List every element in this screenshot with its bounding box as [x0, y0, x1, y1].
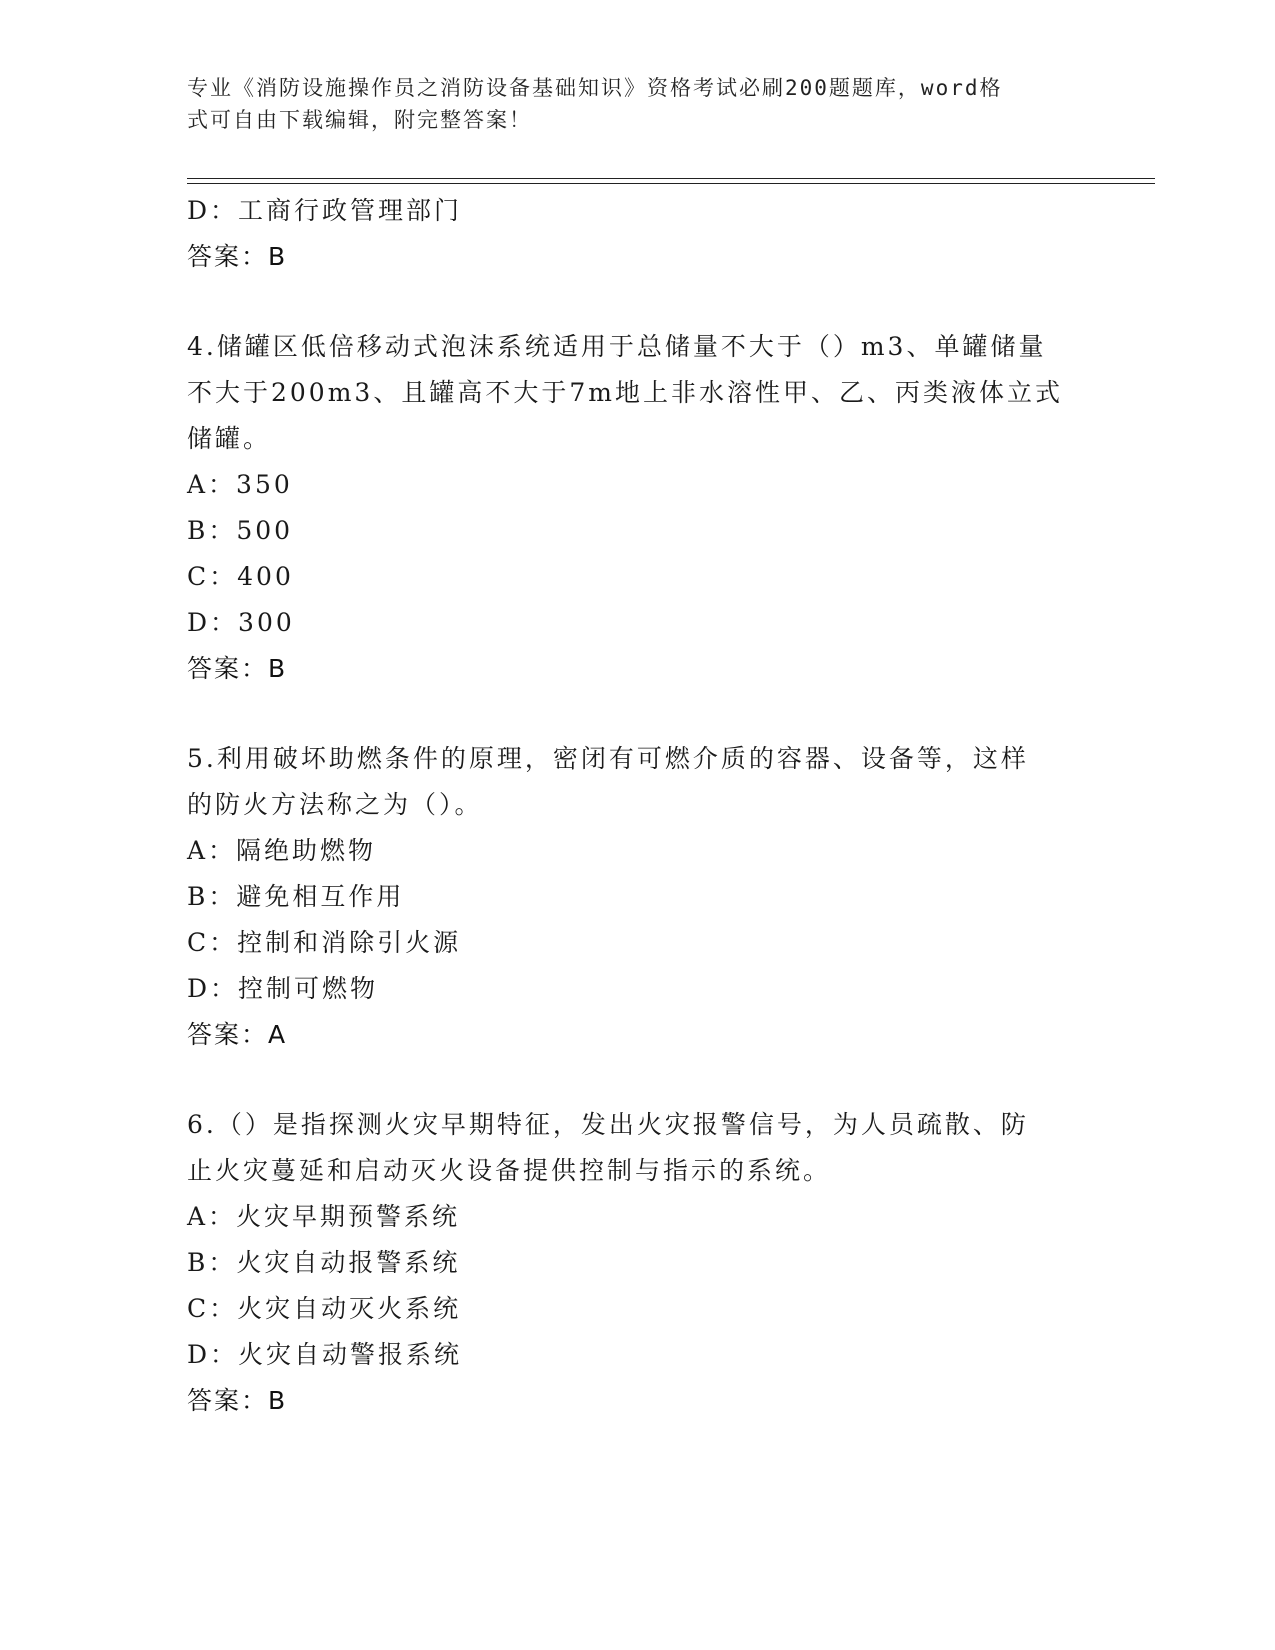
option-c: C：火灾自动灭火系统: [187, 1294, 462, 1323]
question-stem-line: 的防火方法称之为（）。: [187, 790, 483, 819]
option-b: B：避免相互作用: [187, 882, 405, 911]
question-4-block: [187, 324, 1067, 692]
question-stem-line: 5.利用破坏助燃条件的原理，密闭有可燃介质的容器、设备等，这样: [187, 744, 1029, 773]
option-a: A：隔绝助燃物: [187, 836, 377, 865]
header-line-1: 专业《消防设施操作员之消防设备基础知识》资格考试必刷200题题库，word格: [187, 76, 1003, 100]
option-d: D：控制可燃物: [187, 974, 379, 1003]
option-c: C：控制和消除引火源: [187, 928, 462, 957]
spacer: [187, 280, 1067, 324]
question-content: [187, 188, 1067, 1424]
header-line-2: 式可自由下载编辑，附完整答案！: [187, 108, 532, 132]
question-6-block: [187, 1102, 1067, 1424]
answer-line: 答案：B: [187, 1386, 288, 1415]
prev-question-block: [187, 188, 1067, 280]
header-divider-bottom: [187, 183, 1155, 184]
question-stem-line: 不大于200m3、且罐高不大于7m地上非水溶性甲、乙、丙类液体立式: [187, 378, 1063, 407]
question-stem-line: 6.（）是指探测火灾早期特征，发出火灾报警信号，为人员疏散、防: [187, 1110, 1029, 1139]
option-d: D：火灾自动警报系统: [187, 1340, 463, 1369]
answer-line: 答案：B: [187, 242, 288, 271]
question-5-block: [187, 736, 1067, 1058]
question-stem-line: 止火灾蔓延和启动灭火设备提供控制与指示的系统。: [187, 1156, 832, 1185]
option-b: B：500: [187, 516, 294, 545]
option-b: B：火灾自动报警系统: [187, 1248, 461, 1277]
answer-line: 答案：B: [187, 654, 288, 683]
answer-line: 答案：A: [187, 1020, 288, 1049]
header-divider-top: [187, 178, 1155, 179]
option-d: D：工商行政管理部门: [187, 196, 463, 225]
question-stem-line: 储罐。: [187, 424, 272, 453]
option-c: C：400: [187, 562, 294, 591]
option-d: D：300: [187, 608, 295, 637]
spacer: [187, 692, 1067, 736]
option-a: A：350: [187, 470, 293, 499]
question-stem-line: 4.储罐区低倍移动式泡沫系统适用于总储量不大于（）m3、单罐储量: [187, 332, 1047, 361]
page-header: [187, 72, 1067, 136]
spacer: [187, 1058, 1067, 1102]
option-a: A：火灾早期预警系统: [187, 1202, 461, 1231]
